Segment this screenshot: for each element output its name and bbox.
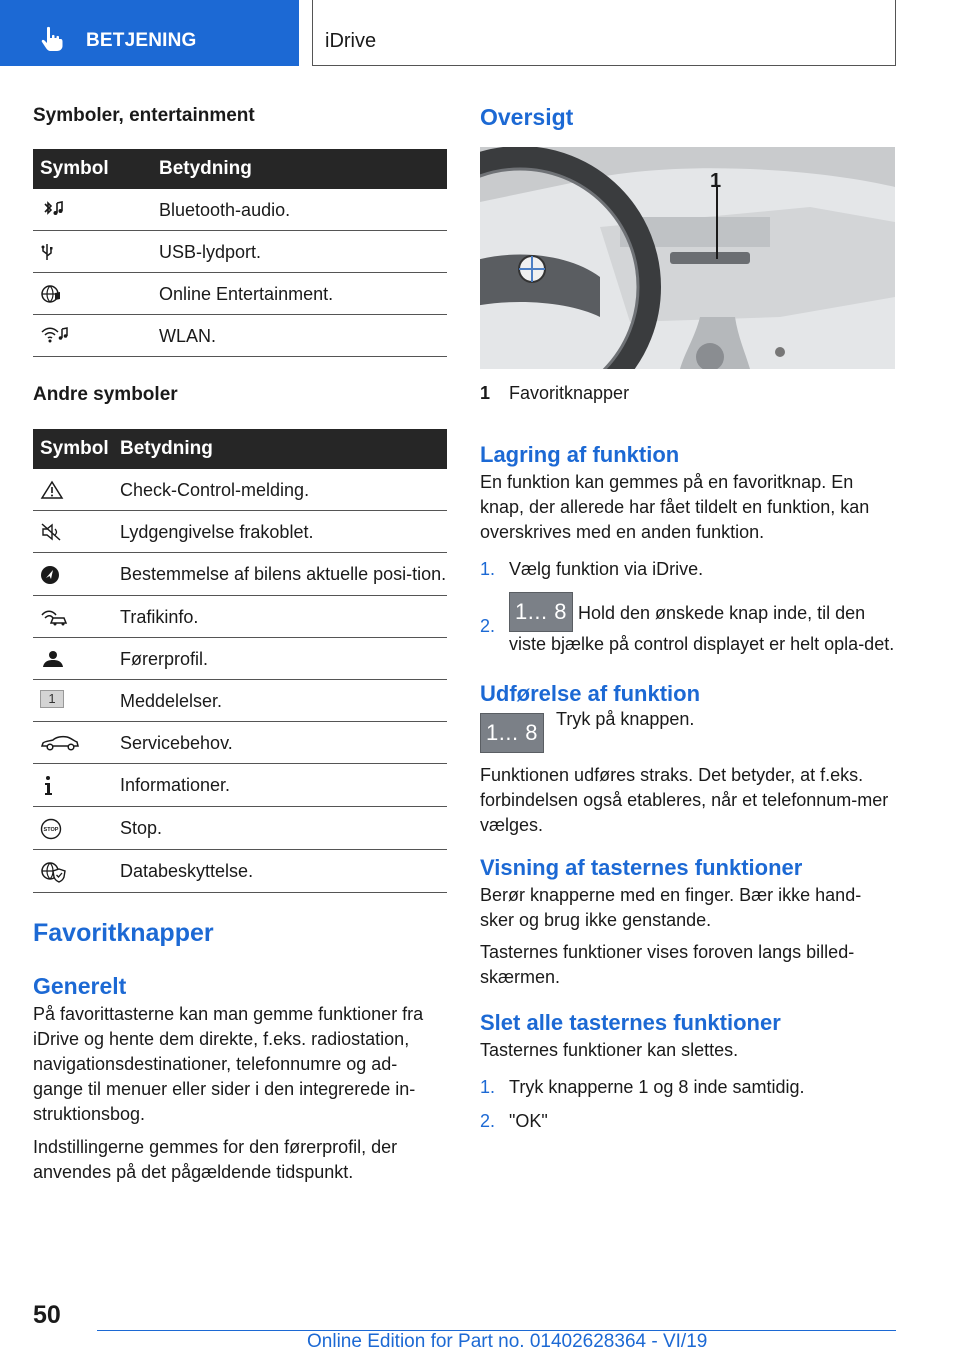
delete-paragraph: Tasternes funktioner kan slettes. [480,1040,739,1060]
chapter-title: iDrive [325,30,377,52]
table-row [33,511,447,553]
column-header-meaning: Betydning [159,149,447,189]
symbol-meaning: Online Entertainment. [159,273,447,315]
store-heading: Lagring af funktion [480,442,680,467]
table-row [33,596,447,638]
location-icon [40,564,64,586]
bluetooth-audio-icon [40,200,66,220]
execute-row [480,709,895,753]
symbol-meaning: Databeskyttelse. [120,850,447,893]
display-paragraph-2: Tasternes funktioner vises foroven langs billed‐skærmen. [480,942,855,987]
symbol-meaning: Meddelelser. [120,680,447,722]
execute-heading: Udførelse af funktion [480,681,701,706]
store-steps [480,557,895,657]
car-service-icon [40,733,80,753]
step-number: 1. [480,559,496,579]
step-text: "OK" [509,1111,548,1131]
table-row [33,553,447,596]
general-heading: Generelt [33,973,127,999]
other-symbols-table [33,429,447,893]
stop-icon [40,818,64,840]
column-header-symbol: Symbol [33,429,120,469]
left-column [33,100,447,1185]
step-number: 2. [480,1111,496,1131]
right-column [480,100,895,1143]
chapter-header [312,0,896,66]
table-row [33,807,447,850]
online-entertainment-icon [40,284,66,304]
table-row [33,315,447,357]
delete-heading: Slet alle tasternes funktioner [480,1010,781,1035]
messages-icon-label: 1 [48,691,56,706]
list-item [480,1075,895,1100]
symbol-meaning: Bluetooth-audio. [159,189,447,231]
symbol-meaning: USB-lydport. [159,231,447,273]
execute-paragraph: Funktionen udføres straks. Det betyder, at f.eks. forbindelsen også etableres, når et telefonnum‐mer vælges. [480,765,889,835]
entertainment-heading: Symboler, entertainment [33,105,255,126]
table-row [33,231,447,273]
list-item [480,557,895,582]
symbol-meaning: Bestemmelse af bilens aktuelle posi‐tion. [120,553,447,596]
general-paragraph-2: Indstillingerne gemmes for den førerprofil, der anvendes på det pågældende tidspunkt. [33,1137,398,1182]
symbol-meaning: Førerprofil. [120,638,447,680]
other-symbols-heading: Andre symboler [33,384,178,405]
display-heading: Visning af tasternes funktioner [480,855,803,880]
speaker-muted-icon [40,522,64,542]
favorites-heading: Favoritknapper [33,919,214,947]
wlan-audio-icon [40,326,70,346]
dashboard-photo [480,147,895,369]
step-number: 2. [480,616,496,636]
symbol-meaning: Informationer. [120,764,447,807]
table-row [33,469,447,511]
step-number: 1. [480,1077,496,1097]
list-item [480,1109,895,1134]
overview-heading: Oversigt [480,104,574,130]
page-number: 50 [33,1301,61,1329]
step-text: Tryk knapperne 1 og 8 inde samtidig. [509,1077,805,1097]
info-icon [40,775,64,797]
symbol-meaning: WLAN. [159,315,447,357]
warning-triangle-icon [40,480,64,500]
usb-icon [40,242,66,262]
section-label: BETJENING [86,30,197,51]
driver-profile-icon [40,649,66,669]
stop-icon-label: STOP [43,827,59,833]
table-row [33,764,447,807]
table-row [33,850,447,893]
list-item [480,596,895,657]
figure-callout: 1 [710,170,722,192]
display-paragraph-1: Berør knapperne med en finger. Bær ikke hand‐sker og brug ikke genstande. [480,885,862,930]
table-row [33,273,447,315]
general-paragraph-1: På favorittasterne kan man gemme funktioner fra iDrive og hente dem direkte, f.eks. radiostation, navigationsdestinationer, telefonnumre og ad‐gange til menuer eller sider i den integrerede in‐struktionsbog. [33,1004,424,1124]
favorite-buttons-1-8-icon: 1... 8 [480,713,544,753]
caption-text: Favoritknapper [509,383,630,403]
traffic-info-icon [40,607,68,627]
symbol-meaning: Servicebehov. [120,722,447,764]
edition-info: Online Edition for Part no. 01402628364 - VI/19 [307,1331,708,1352]
delete-steps [480,1075,895,1134]
step-text: Hold den ønskede knap inde, til den viste bjælke på control displayet er helt opla‐det. [509,602,895,654]
caption-number: 1 [480,383,491,403]
table-row [33,680,447,722]
table-row [33,722,447,764]
table-row [33,638,447,680]
section-tab [0,0,299,66]
hand-pointer-icon [38,25,66,53]
column-header-meaning: Betydning [120,429,447,469]
dashboard-illustration [480,147,895,369]
column-header-symbol: Symbol [33,149,159,189]
table-row [33,189,447,231]
symbol-meaning: Stop. [120,807,447,850]
symbol-meaning: Check-Control-melding. [120,469,447,511]
symbol-meaning: Lydgengivelse frakoblet. [120,511,447,553]
step-text: Vælg funktion via iDrive. [509,559,704,579]
execute-text: Tryk på knappen. [556,709,695,729]
entertainment-symbols-table [33,149,447,357]
data-privacy-icon [40,861,68,883]
messages-icon [40,690,64,708]
favorite-buttons-1-8-icon: 1... 8 [509,592,573,632]
symbol-meaning: Trafikinfo. [120,596,447,638]
store-paragraph: En funktion kan gemmes på en favoritknap. En knap, der allerede har fået tildelt en funktion, kan overskrives med en anden funktion. [480,472,870,542]
figure-caption [480,383,895,404]
